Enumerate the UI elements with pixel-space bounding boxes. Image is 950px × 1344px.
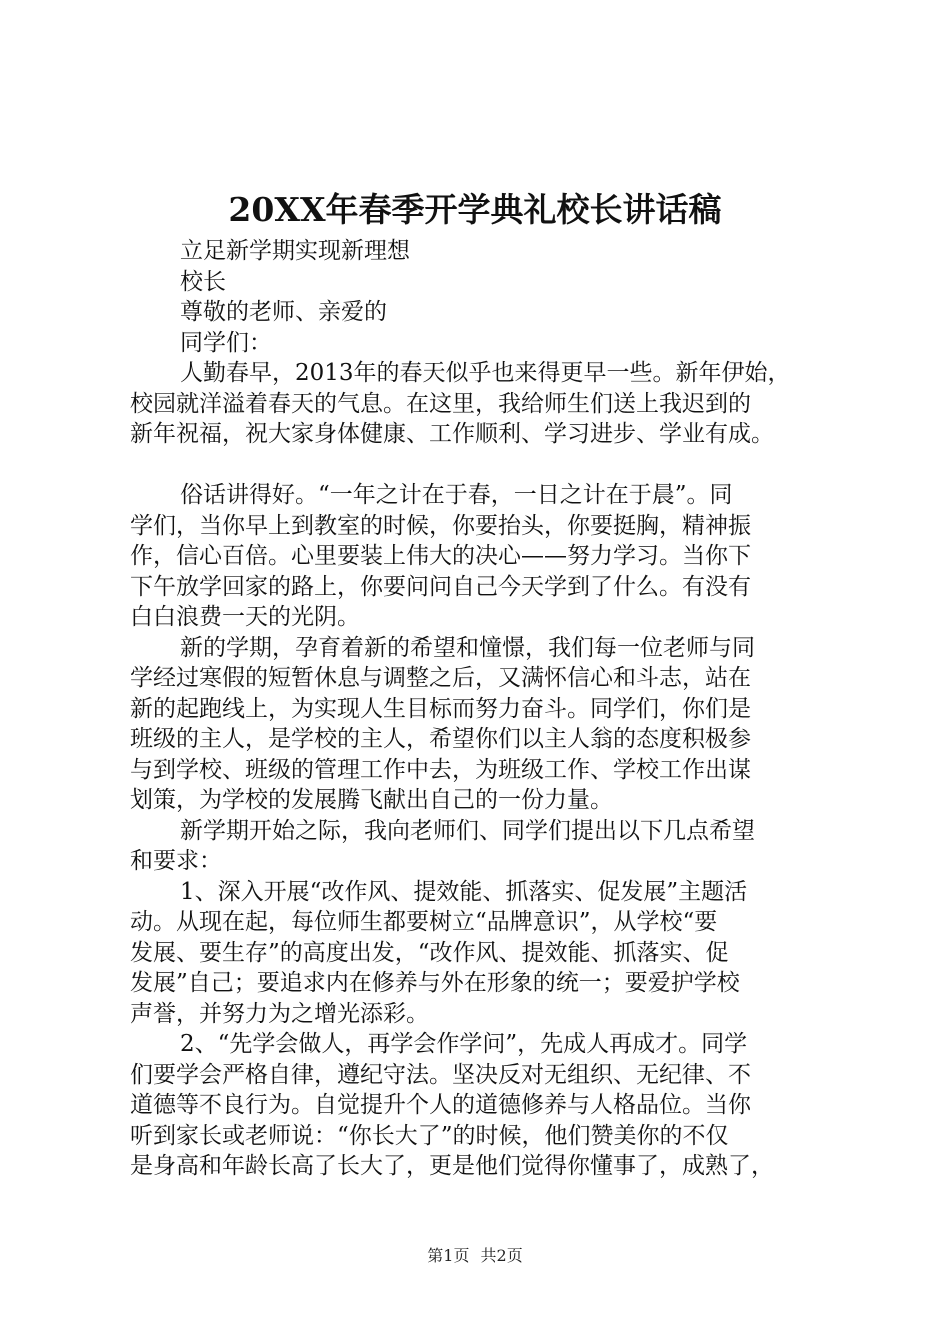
page-total: 共2页 [480, 1246, 523, 1265]
paragraph-line: 发展”自己；要追求内在修养与外在形象的统一；要爱护学校 [130, 970, 740, 996]
page-footer [0, 1244, 950, 1268]
paragraph-line: 学经过寒假的短暂休息与调整之后，又满怀信心和斗志，站在 [130, 665, 751, 691]
document-title: 20XX年春季开学典礼校长讲话稿 [228, 190, 722, 229]
paragraph-line: 动。从现在起，每位师生都要树立“品牌意识”，从学校“要 [130, 909, 718, 935]
paragraph-line: 新的学期，孕育着新的希望和憧憬，我们每一位老师与同 [180, 634, 755, 661]
paragraph-line: 发展、要生存”的高度出发，“改作风、提效能、抓落实、促 [130, 939, 729, 966]
page-number: 第1页 [427, 1246, 470, 1265]
paragraph-line: 新的起跑线上，为实现人生目标而努力奋斗。同学们，你们是 [130, 695, 751, 722]
paragraph-line: 划策，为学校的发展腾飞献出自己的一份力量。 [130, 787, 613, 813]
paragraph-line: 1、深入开展“改作风、提效能、抓落实、促发展”主题活 [180, 878, 748, 905]
paragraph-line: 道德等不良行为。自觉提升个人的道德修养与人格品位。当你 [130, 1092, 751, 1118]
paragraph-line: 2、“先学会做人，再学会作学问”，先成人再成才。同学 [180, 1031, 748, 1057]
paragraph-line: 下午放学回家的路上，你要问问自己今天学到了什么。有没有 [130, 573, 751, 600]
paragraph-line: 人勤春早，2013年的春天似乎也来得更早一些。新年伊始， [180, 360, 791, 386]
subtitle-line: 立足新学期实现新理想 [180, 238, 410, 264]
paragraph-line: 学们，当你早上到教室的时候，你要抬头，你要挺胸，精神振 [130, 512, 751, 539]
document-body [130, 236, 838, 1182]
speaker-line: 校长 [180, 268, 226, 295]
paragraph-line: 俗话讲得好。“一年之计在于春，一日之计在于晨”。同 [180, 482, 733, 508]
paragraph-line: 听到家长或老师说：“你长大了”的时候，他们赞美你的不仅 [130, 1122, 729, 1149]
paragraph-line: 作，信心百倍。心里要装上伟大的决心——努力学习。当你下 [130, 543, 751, 569]
paragraph-line: 白白浪费一天的光阴。 [130, 604, 360, 630]
paragraph-line: 们要学会严格自律，遵纪守法。坚决反对无组织、无纪律、不 [130, 1061, 751, 1088]
paragraph-line: 新年祝福，祝大家身体健康、工作顺利、学习进步、学业有成。 [130, 421, 774, 447]
paragraph-line: 是身高和年龄长高了长大了，更是他们觉得你懂事了，成熟了， [130, 1153, 774, 1179]
paragraph-gap [130, 450, 838, 481]
paragraph-line: 新学期开始之际，我向老师们、同学们提出以下几点希望 [180, 817, 755, 844]
salutation-line: 同学们： [180, 329, 272, 356]
salutation-line: 尊敬的老师、亲爱的 [180, 299, 387, 325]
paragraph-line: 声誉，并努力为之增光添彩。 [130, 1000, 429, 1027]
paragraph-line: 校园就洋溢着春天的气息。在这里，我给师生们送上我迟到的 [130, 390, 751, 417]
paragraph-line: 与到学校、班级的管理工作中去，为班级工作、学校工作出谋 [130, 756, 751, 783]
paragraph-line: 和要求： [130, 848, 222, 874]
paragraph-line: 班级的主人，是学校的主人，希望你们以主人翁的态度积极参 [130, 726, 751, 752]
